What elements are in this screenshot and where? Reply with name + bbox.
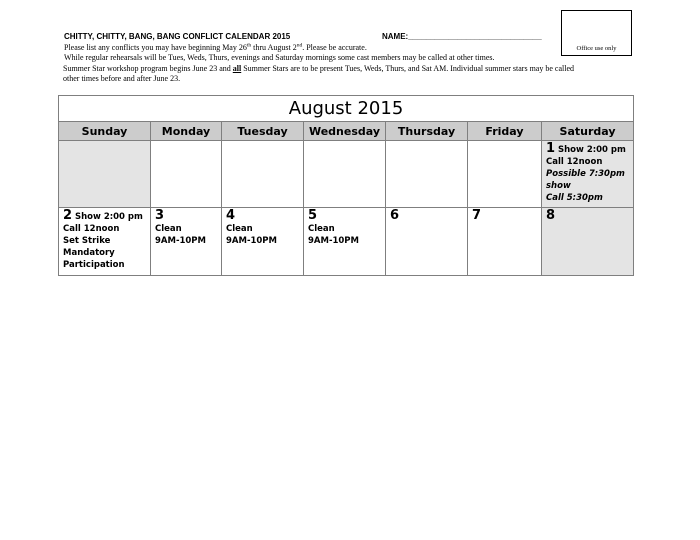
line1-text: Please list any conflicts you may have beginning May 26 xyxy=(64,42,247,52)
instructions-line-4: other times before and after June 23. xyxy=(63,74,181,84)
line3-end-text: Summer Stars are to be present Tues, Weds, Thurs, and Sat AM. Individual summer stars may be called xyxy=(241,63,575,73)
line1-mid-text: thru August 2 xyxy=(251,42,297,52)
day-cell-aug-1 xyxy=(542,141,634,208)
line1-end-text: . Please be accurate. xyxy=(302,42,367,52)
event-text: Clean xyxy=(226,224,253,234)
line1-superscript-2: nd xyxy=(296,41,303,48)
event-text: Mandatory Participation xyxy=(63,248,125,270)
day-number: 6 xyxy=(390,208,400,223)
day-cell-empty xyxy=(386,141,468,208)
day-cell-aug-5 xyxy=(304,208,386,276)
document-header xyxy=(64,32,574,85)
event-text: Call 12noon xyxy=(63,224,120,234)
line3-text: Summer Star workshop program begins June 23 and xyxy=(63,63,233,73)
day-number: 1 xyxy=(546,141,556,156)
weekday-saturday: Saturday xyxy=(542,122,634,141)
day-cell-aug-4 xyxy=(222,208,304,276)
calendar-table xyxy=(58,95,634,276)
day-number: 3 xyxy=(155,208,165,223)
weekday-sunday: Sunday xyxy=(59,122,151,141)
day-number: 4 xyxy=(226,208,236,223)
line3-emphasis: all xyxy=(232,63,242,73)
instructions-line-2: While regular rehearsals will be Tues, Weds, Thurs, evenings and Saturday mornings some cast members may be called at other times. xyxy=(64,53,495,63)
day-number: 8 xyxy=(546,208,556,223)
day-cell-empty xyxy=(59,141,151,208)
calendar-month-title: August 2015 xyxy=(59,96,634,122)
weekday-thursday: Thursday xyxy=(386,122,468,141)
day-number: 2 xyxy=(63,208,73,223)
day-cell-empty xyxy=(304,141,386,208)
title-line xyxy=(64,32,574,43)
day-number: 7 xyxy=(472,208,482,223)
event-text: Show 2:00 pm xyxy=(555,145,626,155)
office-use-label: Office use only xyxy=(576,45,617,52)
event-text: Show 2:00 pm xyxy=(72,212,143,222)
line1-superscript-1: th xyxy=(246,41,252,48)
weekday-tuesday: Tuesday xyxy=(222,122,304,141)
weekday-monday: Monday xyxy=(151,122,222,141)
event-text: 9AM-10PM xyxy=(155,236,206,246)
day-cell-empty xyxy=(151,141,222,208)
event-text: Call 5:30pm xyxy=(546,193,603,203)
event-text: 9AM-10PM xyxy=(308,236,359,246)
event-text: 9AM-10PM xyxy=(226,236,277,246)
day-cell-aug-8 xyxy=(542,208,634,276)
day-cell-aug-2 xyxy=(59,208,151,276)
day-number: 5 xyxy=(308,208,318,223)
document-title: CHITTY, CHITTY, BANG, BANG CONFLICT CALENDAR 2015 xyxy=(64,32,291,41)
name-field: NAME:______________________________ xyxy=(382,32,542,41)
instructions-line-1 xyxy=(64,43,574,54)
day-cell-aug-3 xyxy=(151,208,222,276)
day-cell-aug-7 xyxy=(468,208,542,276)
event-text: Clean xyxy=(308,224,335,234)
day-cell-empty xyxy=(222,141,304,208)
instructions-line-3 xyxy=(63,64,574,75)
event-text: Possible 7:30pm show xyxy=(546,169,625,191)
event-text: Set Strike xyxy=(63,236,111,246)
day-cell-aug-6 xyxy=(386,208,468,276)
event-text: Clean xyxy=(155,224,182,234)
weekday-wednesday: Wednesday xyxy=(304,122,386,141)
day-cell-empty xyxy=(468,141,542,208)
weekday-friday: Friday xyxy=(468,122,542,141)
event-text: Call 12noon xyxy=(546,157,603,167)
